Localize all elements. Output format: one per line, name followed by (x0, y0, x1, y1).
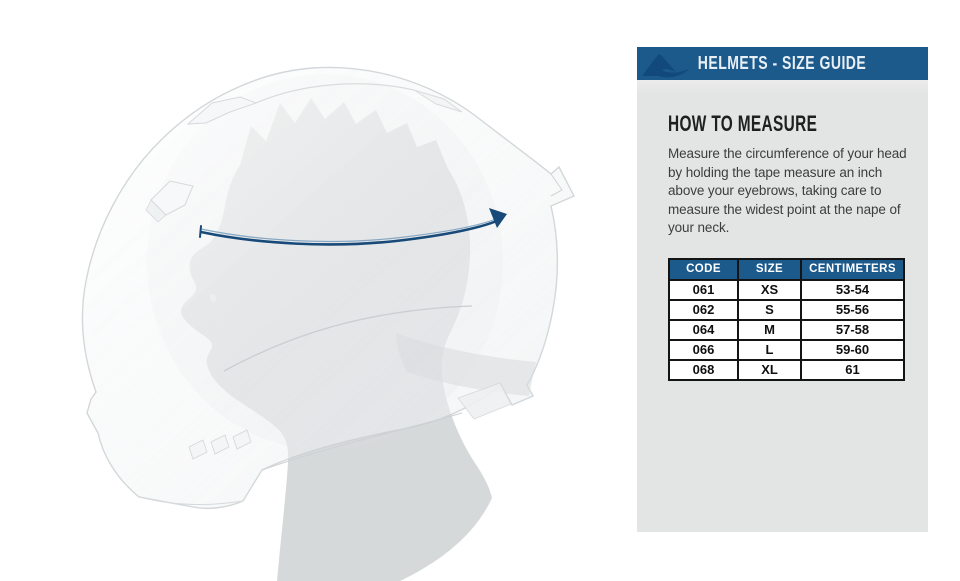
panel-body (637, 80, 928, 532)
helmet-outline (82, 67, 574, 508)
cell-code: 062 (669, 300, 738, 320)
cell-code: 064 (669, 320, 738, 340)
table-row (669, 360, 904, 380)
table-row (669, 340, 904, 360)
table-row (669, 300, 904, 320)
panel-header (637, 47, 928, 80)
cell-size: XS (738, 280, 801, 300)
cell-size: XL (738, 360, 801, 380)
cell-centimeters: 61 (801, 360, 904, 380)
cell-centimeters: 57-58 (801, 320, 904, 340)
cell-size: S (738, 300, 801, 320)
cell-centimeters: 59-60 (801, 340, 904, 360)
how-to-measure-heading: HOW TO MEASURE (668, 111, 818, 136)
column-size: SIZE (738, 259, 801, 280)
column-code: CODE (669, 259, 738, 280)
panel-title: HELMETS - SIZE GUIDE (698, 53, 867, 73)
cell-size: M (738, 320, 801, 340)
cell-centimeters: 55-56 (801, 300, 904, 320)
column-centimeters: CENTIMETERS (801, 259, 904, 280)
how-to-measure-text: Measure the circumference of your head by holding the tape measure an inch above your eyebrows, taking care to measure the widest point at the nape of your neck. (668, 146, 907, 235)
cell-size: L (738, 340, 801, 360)
cell-code: 068 (669, 360, 738, 380)
cell-centimeters: 53-54 (801, 280, 904, 300)
size-table (668, 258, 905, 381)
size-guide-panel (637, 47, 928, 532)
cell-code: 061 (669, 280, 738, 300)
tape-start-tick (200, 226, 201, 237)
cell-code: 066 (669, 340, 738, 360)
size-table-header-row (669, 259, 904, 280)
table-row (669, 320, 904, 340)
acerbis-logo-icon (640, 49, 692, 79)
table-row (669, 280, 904, 300)
